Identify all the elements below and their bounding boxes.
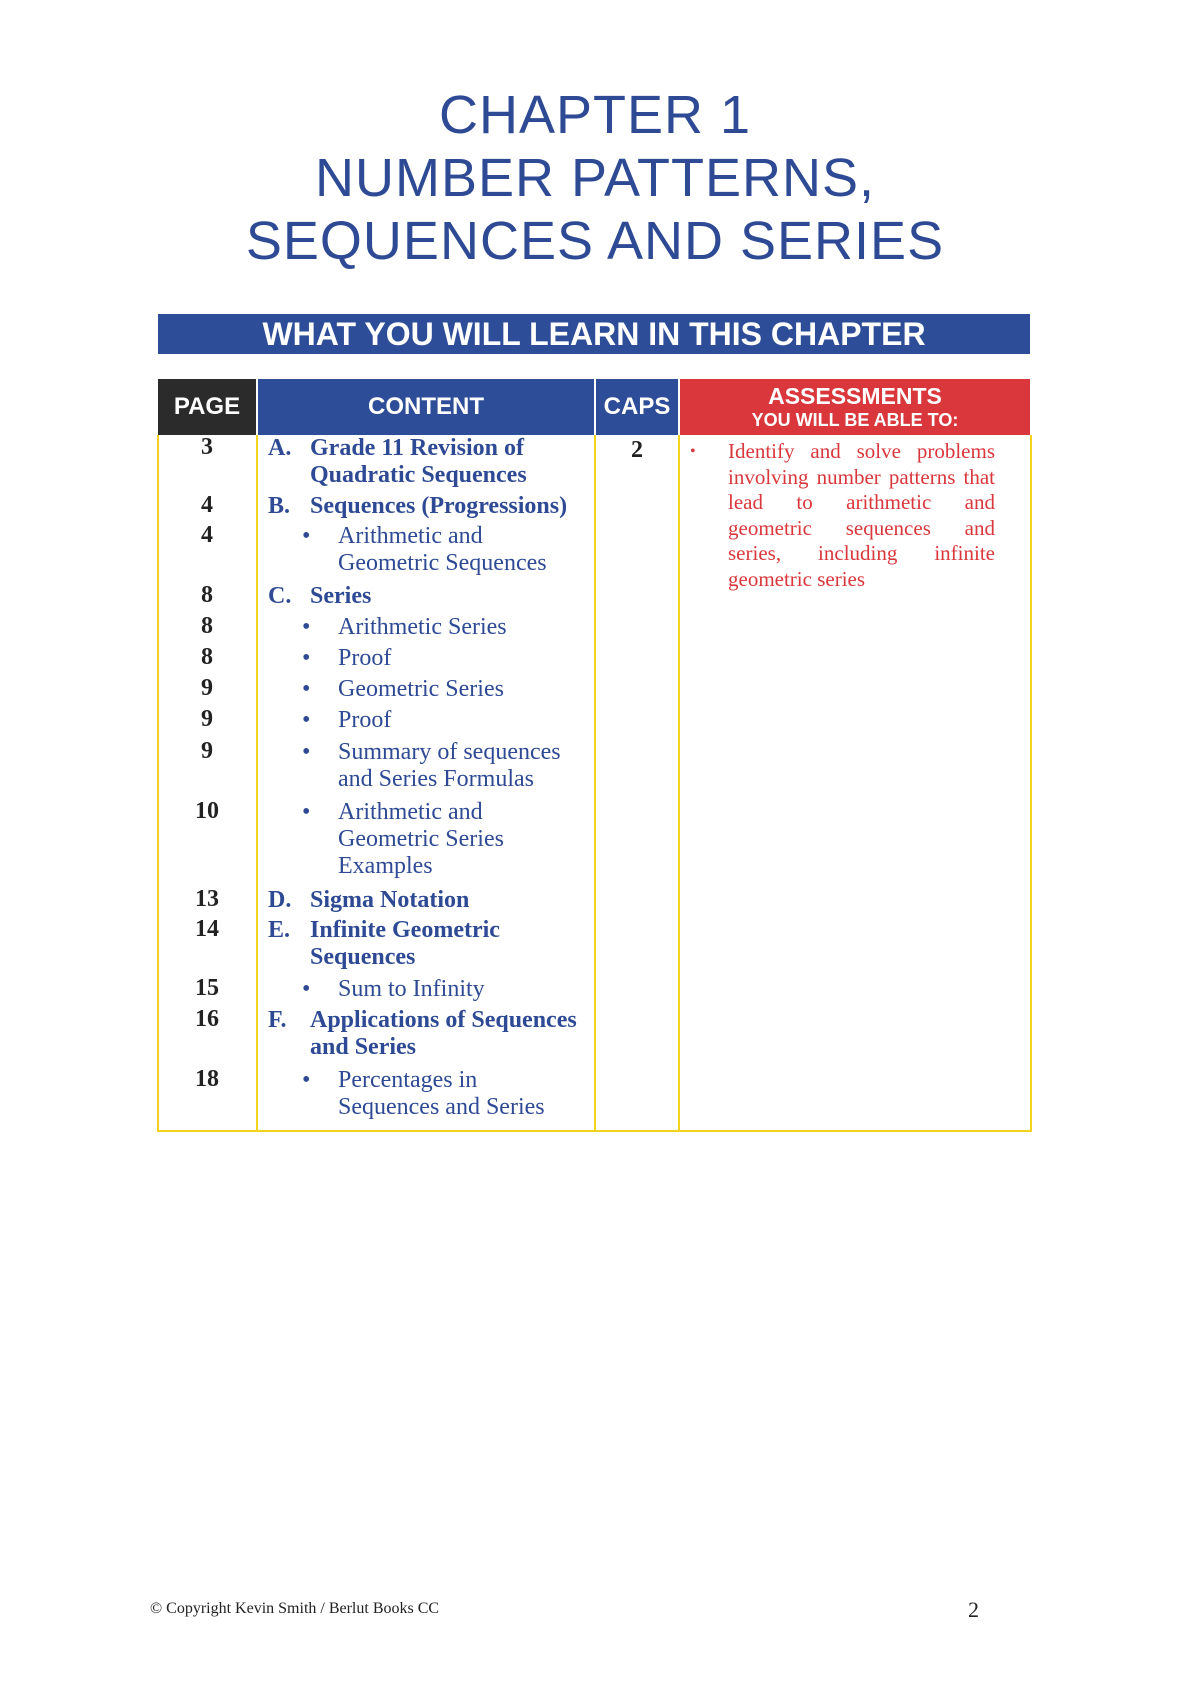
content-entry — [268, 917, 593, 971]
column-divider — [678, 435, 680, 1132]
entry-text: Sequences (Progressions) — [310, 493, 568, 519]
content-entry — [268, 976, 593, 1003]
content-entry — [268, 739, 593, 793]
page-ref: 9 — [201, 706, 213, 732]
content-entry — [268, 1067, 593, 1121]
entry-text: Arithmetic and Geometric Sequences — [338, 523, 547, 576]
page-ref: 15 — [195, 975, 219, 1001]
entry-text: Series — [310, 583, 372, 609]
page-ref: 4 — [201, 522, 213, 548]
page-ref: 9 — [201, 738, 213, 764]
entry-text: Sigma Notation — [310, 887, 470, 913]
entry-letter: B. — [268, 493, 291, 519]
column-divider — [594, 435, 596, 1132]
bullet-icon: • — [302, 523, 311, 549]
entry-text: Arithmetic and Geometric Series Examples — [338, 799, 504, 879]
content-entry — [268, 799, 593, 880]
content-entry — [268, 1007, 593, 1061]
bullet-icon: • — [302, 739, 311, 765]
page-ref: 18 — [195, 1066, 219, 1092]
entry-letter: E. — [268, 917, 291, 943]
header-content-label: CONTENT — [368, 393, 484, 420]
content-entry — [268, 435, 593, 489]
header-page-label: PAGE — [173, 393, 241, 420]
chapter-title — [0, 84, 1190, 273]
entry-letter: F. — [268, 1007, 287, 1033]
content-entry — [268, 887, 593, 914]
header-content — [258, 379, 594, 435]
page-ref: 16 — [195, 1006, 219, 1032]
entry-letter: A. — [268, 435, 292, 461]
copyright-footer: © Copyright Kevin Smith / Berlut Books CC — [150, 1600, 440, 1617]
entry-text: Applications of Sequences and Series — [310, 1007, 577, 1060]
page-ref: 8 — [201, 613, 213, 639]
content-entry — [268, 493, 593, 520]
page-ref: 4 — [201, 492, 213, 518]
bullet-icon: • — [302, 976, 311, 1002]
entry-text: Summary of sequences and Series Formulas — [338, 739, 561, 792]
page-ref: 10 — [195, 798, 219, 824]
entry-text: Geometric Series — [338, 676, 504, 702]
content-entry — [268, 583, 593, 610]
header-page — [158, 379, 256, 435]
page-ref: 8 — [201, 644, 213, 670]
content-entry — [268, 707, 593, 734]
learn-banner: WHAT YOU WILL LEARN IN THIS CHAPTER — [158, 314, 1030, 354]
bullet-icon: • — [302, 614, 311, 640]
entry-text: Sum to Infinity — [338, 976, 485, 1002]
entry-letter: C. — [268, 583, 292, 609]
chapter-number: CHAPTER 1 — [438, 85, 752, 145]
entry-text: Arithmetic Series — [338, 614, 507, 640]
assessment-item — [690, 439, 995, 592]
entry-text: Proof — [338, 645, 392, 671]
content-entry — [268, 645, 593, 672]
header-assessments-subtitle: YOU WILL BE ABLE TO: — [751, 410, 959, 430]
entry-text: Proof — [338, 707, 392, 733]
header-caps-label: CAPS — [603, 393, 671, 420]
header-caps — [596, 379, 678, 435]
entry-text: Grade 11 Revision of Quadratic Sequences — [310, 435, 527, 488]
page-ref: 9 — [201, 675, 213, 701]
entry-text: Percentages in Sequences and Series — [338, 1067, 545, 1120]
bullet-icon: • — [690, 443, 696, 460]
bullet-icon: • — [302, 799, 311, 825]
page-ref: 3 — [201, 434, 213, 460]
header-assessments-title: ASSESSMENTS — [768, 383, 942, 409]
page-number: 2 — [968, 1597, 979, 1622]
chapter-title-line-2: SEQUENCES AND SERIES — [245, 211, 945, 271]
page-ref: 8 — [201, 582, 213, 608]
bullet-icon: • — [302, 707, 311, 733]
assessment-text: Identify and solve problems involving number patterns that lead to arithmetic and geometric sequences and series, including infinite geometric series — [728, 439, 995, 591]
entry-letter: D. — [268, 887, 292, 913]
page-ref: 13 — [195, 886, 219, 912]
header-assessments — [680, 379, 1030, 435]
column-divider — [256, 435, 258, 1132]
bullet-icon: • — [302, 645, 311, 671]
content-entry — [268, 676, 593, 703]
content-entry — [268, 523, 593, 577]
bullet-icon: • — [302, 1067, 311, 1093]
content-entry — [268, 614, 593, 641]
chapter-title-line-1: NUMBER PATTERNS, — [314, 148, 876, 208]
page-ref: 14 — [195, 916, 219, 942]
entry-text: Infinite Geometric Sequences — [310, 917, 500, 970]
caps-reference: 2 — [631, 437, 643, 463]
bullet-icon: • — [302, 676, 311, 702]
